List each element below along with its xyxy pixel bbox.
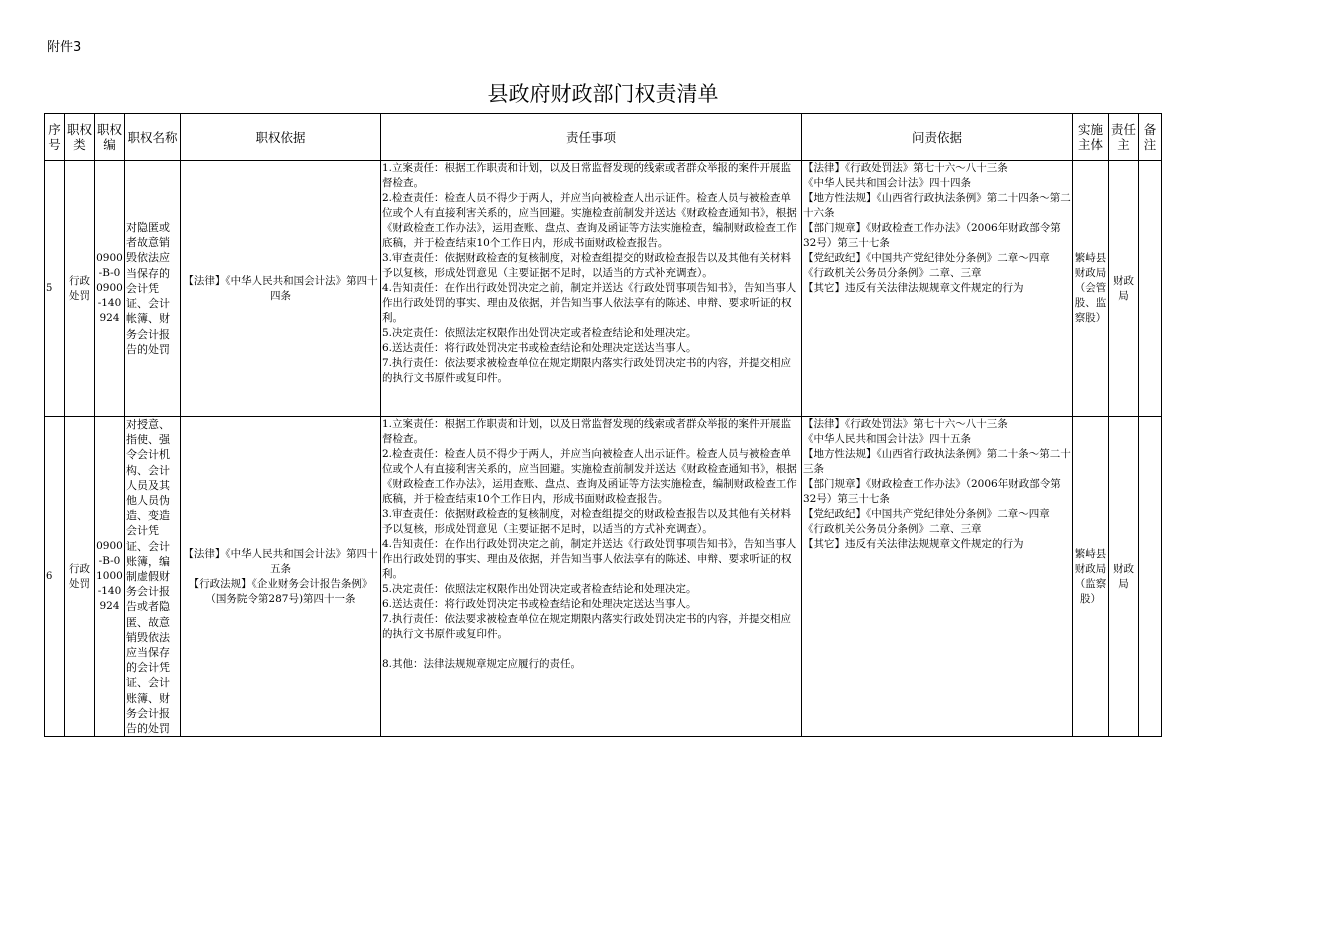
- cell-responsible: 财政局: [1109, 417, 1139, 737]
- cell-seq: 5: [45, 161, 65, 417]
- accountability-line: 《中华人民共和国会计法》四十五条: [803, 433, 971, 445]
- duty-line: 1.立案责任：根据工作职责和计划，以及日常监督发现的线索或者群众举报的案件开展监督检查。: [382, 162, 792, 189]
- header-basis: 职权依据: [181, 114, 381, 161]
- duty-line: 6.送达责任：将行政处罚决定书或检查结论和处理决定送达当事人。: [382, 598, 697, 610]
- table-row: [45, 161, 1162, 417]
- duty-line: [382, 642, 800, 657]
- cell-type: 行政处罚: [65, 161, 95, 417]
- accountability-line: 【其它】违反有关法律法规规章文件规定的行为: [803, 538, 1024, 550]
- duty-line: 2.检查责任：检查人员不得少于两人，并应当向被检查人出示证件。检查人员与被检查单位或个人有直接利害关系的，应当回避。实施检查前制发并送达《财政检查通知书》，根据《财政检查工作办法》，运用查账、盘点、查询及函证等方法实施检查，编制财政检查工作底稿，并于检查结束10个工作日内，形成书面财政检查报告。: [382, 448, 797, 505]
- responsibility-table: [44, 113, 1162, 737]
- accountability-line: 【其它】违反有关法律法规规章文件规定的行为: [803, 282, 1024, 294]
- cell-name: 对隐匿或者故意销毁依法应当保存的会计凭证、会计帐簿、财务会计报告的处罚: [125, 161, 181, 417]
- cell-accountability: [802, 161, 1073, 417]
- accountability-line: 《行政机关公务员分条例》二章、三章: [803, 267, 982, 279]
- header-implementer: 实施主体: [1073, 114, 1109, 161]
- accountability-line: 【地方性法规】《山西省行政执法条例》第二十条～第二十三条: [803, 448, 1071, 475]
- basis-line: 【行政法规】《企业财务会计报告条例》（国务院令第287号)第四十一条: [188, 577, 373, 605]
- accountability-line: 【部门规章】《财政检查工作办法》（2006年财政部令第32号）第三十七条: [803, 222, 1061, 249]
- duty-line: 5.决定责任：依照法定权限作出处罚决定或者检查结论和处理决定。: [382, 327, 697, 339]
- duty-line: 5.决定责任：依照法定权限作出处罚决定或者检查结论和处理决定。: [382, 583, 697, 595]
- duty-line: 6.送达责任：将行政处罚决定书或检查结论和处理决定送达当事人。: [382, 342, 697, 354]
- header-responsible: 责任主: [1109, 114, 1139, 161]
- duty-line: 7.执行责任：依法要求被检查单位在规定期限内落实行政处罚决定书的内容，并提交相应的执行文书原件或复印件。: [382, 357, 792, 384]
- accountability-line: 《行政机关公务员分条例》二章、三章: [803, 523, 982, 535]
- cell-type: 行政处罚: [65, 417, 95, 737]
- accountability-line: 【法律】《行政处罚法》第七十六～八十三条: [803, 162, 1008, 174]
- accountability-line: 【法律】《行政处罚法》第七十六～八十三条: [803, 418, 1008, 430]
- duty-line: 4.告知责任：在作出行政处罚决定之前，制定并送达《行政处罚事项告知书》，告知当事人作出行政处罚的事实、理由及依据，并告知当事人依法享有的陈述、申辩、要求听证的权利。: [382, 282, 797, 324]
- accountability-line: 【部门规章】《财政检查工作办法》（2006年财政部令第32号）第三十七条: [803, 478, 1061, 505]
- accountability-line: 【党纪政纪】《中国共产党纪律处分条例》二章～四章: [803, 508, 1050, 520]
- cell-remarks: [1139, 417, 1162, 737]
- cell-code: 0900-B-00900-140924: [95, 161, 125, 417]
- header-code: 职权编: [95, 114, 125, 161]
- accountability-line: 【党纪政纪】《中国共产党纪律处分条例》二章～四章: [803, 252, 1050, 264]
- header-accountability: 问责依据: [802, 114, 1073, 161]
- duty-line: 8.其他：法律法规规章规定应履行的责任。: [382, 658, 582, 670]
- header-name: 职权名称: [125, 114, 181, 161]
- cell-basis: [181, 161, 381, 417]
- cell-responsible: 财政局: [1109, 161, 1139, 417]
- header-seq: 序号: [45, 114, 65, 161]
- cell-remarks: [1139, 161, 1162, 417]
- cell-basis: [181, 417, 381, 737]
- duty-line: 4.告知责任：在作出行政处罚决定之前，制定并送达《行政处罚事项告知书》，告知当事人作出行政处罚的事实、理由及依据，并告知当事人依法享有的陈述、申辩、要求听证的权利。: [382, 538, 797, 580]
- header-duties: 责任事项: [381, 114, 802, 161]
- cell-duties: [381, 161, 802, 417]
- attachment-label: 附件3: [47, 40, 82, 55]
- table-row: [45, 417, 1162, 737]
- cell-seq: 6: [45, 417, 65, 737]
- accountability-line: 【地方性法规】《山西省行政执法条例》第二十四条～第二十六条: [803, 192, 1071, 219]
- cell-implementer: 繁峙县财政局（会管股、监察股）: [1073, 161, 1109, 417]
- accountability-line: 《中华人民共和国会计法》四十四条: [803, 177, 971, 189]
- header-remarks: 备注: [1139, 114, 1162, 161]
- header-type: 职权类: [65, 114, 95, 161]
- duty-line: 1.立案责任：根据工作职责和计划，以及日常监督发现的线索或者群众举报的案件开展监督检查。: [382, 418, 792, 445]
- cell-implementer: 繁峙县财政局（监察股）: [1073, 417, 1109, 737]
- duty-line: 3.审查责任：依据财政检查的复核制度，对检查组提交的财政检查报告以及其他有关材料予以复核，形成处罚意见（主要证据不足时，以适当的方式补充调查）。: [382, 508, 792, 535]
- basis-line: 【法律】《中华人民共和国会计法》第四十四条: [183, 274, 378, 302]
- duty-line: 2.检查责任：检查人员不得少于两人，并应当向被检查人出示证件。检查人员与被检查单位或个人有直接利害关系的，应当回避。实施检查前制发并送达《财政检查通知书》，根据《财政检查工作办法》，运用查账、盘点、查询及函证等方法实施检查，编制财政检查工作底稿，并于检查结束10个工作日内，形成书面财政检查报告。: [382, 192, 797, 249]
- cell-duties: [381, 417, 802, 737]
- duty-line: 3.审查责任：依据财政检查的复核制度，对检查组提交的财政检查报告以及其他有关材料予以复核，形成处罚意见（主要证据不足时，以适当的方式补充调查）。: [382, 252, 792, 279]
- duty-line: 7.执行责任：依法要求被检查单位在规定期限内落实行政处罚决定书的内容，并提交相应的执行文书原件或复印件。: [382, 613, 792, 640]
- document-title: 县政府财政部门权责清单: [487, 82, 719, 106]
- basis-line: 【法律】《中华人民共和国会计法》第四十五条: [183, 547, 378, 575]
- table-header-row: [45, 114, 1162, 161]
- cell-code: 0900-B-01000-140924: [95, 417, 125, 737]
- cell-name: 对授意、指使、强令会计机构、会计人员及其他人员伪造、变造会计凭证、会计账簿，编制虚假财务会计报告或者隐匿、故意销毁依法应当保存的会计凭证、会计账簿、财务会计报告的处罚: [125, 417, 181, 737]
- cell-accountability: [802, 417, 1073, 737]
